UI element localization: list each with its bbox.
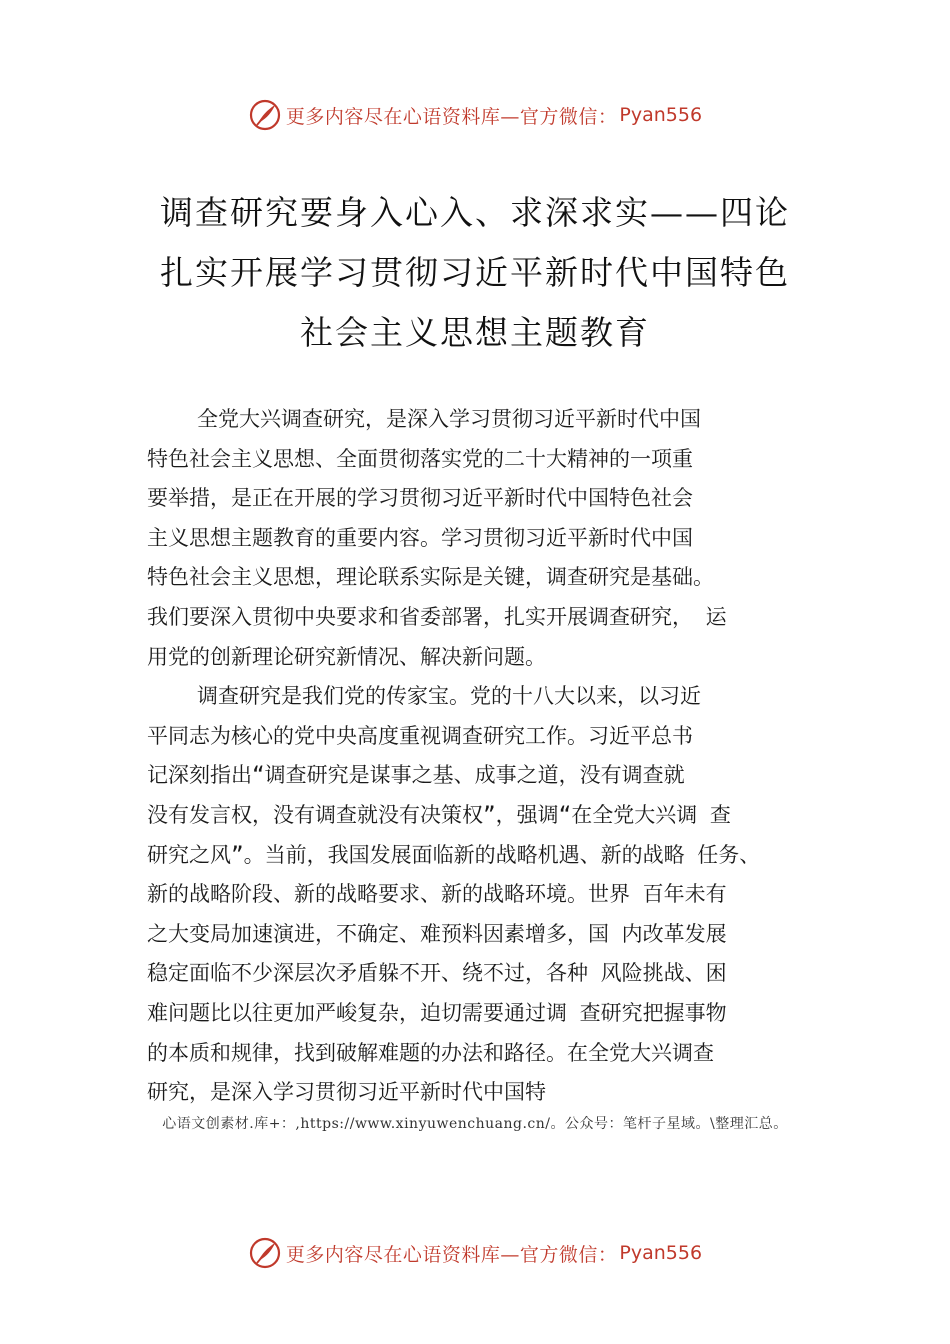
source-footnote: 心语文创素材.库+：,https://www.xinyuwenchuang.cn/。公众号：笔杆子星域。\整理汇总。 xyxy=(162,1116,788,1132)
title-line: 扎实开展学习贯彻习近平新时代中国特色 xyxy=(160,253,790,292)
document-body xyxy=(147,400,837,1113)
footer-banner xyxy=(0,1233,950,1273)
body-line: 记深刻指出“调查研究是谋事之基、成事之道，没有调查就 xyxy=(147,763,685,788)
body-line: 稳定面临不少深层次矛盾躲不开、绕不过，各种 风险挑战、困 xyxy=(147,961,727,986)
body-line: 特色社会主义思想，理论联系实际是关键，调查研究是基础。 xyxy=(147,565,714,590)
document-title xyxy=(120,183,830,363)
body-line: 主义思想主题教育的重要内容。学习贯彻习近平新时代中国 xyxy=(147,525,693,550)
body-line: 要举措，是正在开展的学习贯彻习近平新时代中国特色社会 xyxy=(147,486,693,511)
body-line: 我们要深入贯彻中央要求和省委部署，扎实开展调查研究， 运 xyxy=(147,604,727,629)
body-line: 没有发言权，没有调查就没有决策权”，强调“在全党大兴调 查 xyxy=(147,802,731,827)
footer-banner-code: Pyan556 xyxy=(619,1242,703,1264)
body-line: 难问题比以往更加严峻复杂，迫切需要通过调 查研究把握事物 xyxy=(147,1000,727,1025)
title-line: 社会主义思想主题教育 xyxy=(300,313,650,352)
footer-banner-text: 更多内容尽在心语资料库—官方微信： xyxy=(285,1243,618,1266)
header-banner xyxy=(0,95,950,135)
body-line: 研究之风”。当前，我国发展面临新的战略机遇、新的战略 任务、 xyxy=(147,842,761,867)
quill-pen-logo-icon xyxy=(248,98,282,132)
header-banner-code: Pyan556 xyxy=(619,104,703,126)
quill-pen-logo-icon xyxy=(248,1236,282,1270)
body-line: 调查研究是我们党的传家宝。党的十八大以来，以习近 xyxy=(197,684,701,709)
body-line: 研究，是深入学习贯彻习近平新时代中国特 xyxy=(147,1080,546,1105)
body-line: 用党的创新理论研究新情况、解决新问题。 xyxy=(147,644,546,669)
body-line: 之大变局加速演进，不确定、难预料因素增多，国 内改革发展 xyxy=(147,921,727,946)
body-line: 的本质和规律，找到破解难题的办法和路径。在全党大兴调查 xyxy=(147,1040,714,1065)
body-line: 特色社会主义思想、全面贯彻落实党的二十大精神的一项重 xyxy=(147,446,693,471)
header-banner-text: 更多内容尽在心语资料库—官方微信： xyxy=(285,105,618,128)
body-line: 新的战略阶段、新的战略要求、新的战略环境。世界 百年未有 xyxy=(147,882,727,907)
title-line: 调查研究要身入心入、求深求实——四论 xyxy=(160,193,790,232)
body-line: 全党大兴调查研究，是深入学习贯彻习近平新时代中国 xyxy=(197,407,701,431)
body-line: 平同志为核心的党中央高度重视调查研究工作。习近平总书 xyxy=(147,723,693,748)
